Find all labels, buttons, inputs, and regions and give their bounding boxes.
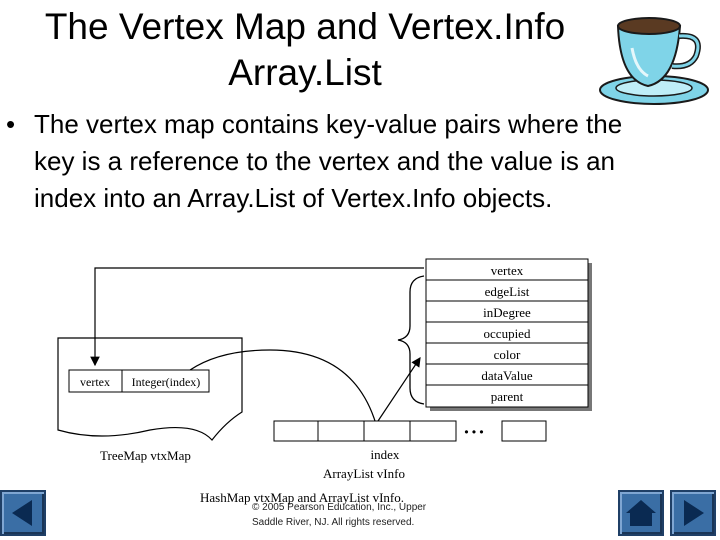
- bullet-text: The vertex map contains key‑value pairs where the key is a reference to the vertex and the value is an index into an Array.List of Vertex.Info objects.: [34, 109, 623, 213]
- vertexinfo-field-edgelist: edgeList: [484, 284, 530, 299]
- triangle-left-icon: [2, 492, 44, 534]
- bullet-symbol: •: [6, 109, 16, 139]
- treemap-value: Integer(index): [131, 375, 201, 389]
- vertexinfo-table: [426, 259, 588, 407]
- arraylist-ellipsis: • • •: [464, 425, 484, 439]
- home-icon: [620, 492, 662, 534]
- vertexinfo-field-indegree: inDegree: [483, 305, 531, 320]
- vertexinfo-field-parent: parent: [490, 389, 524, 404]
- figure-caption: HashMap vtxMap and ArrayList vInfo.: [200, 490, 404, 505]
- slide-title-line2: Array.List: [228, 52, 382, 93]
- vertexinfo-field-occupied: occupied: [483, 326, 531, 341]
- slide-title-line1: The Vertex Map and Vertex.Info: [44, 6, 566, 47]
- index-label: index: [370, 447, 400, 462]
- copyright-line1: © 2005 Pearson Education, Inc., Upper: [252, 502, 427, 513]
- previous-slide-button[interactable]: [0, 490, 46, 536]
- vertexinfo-field-vertex: vertex: [490, 263, 524, 278]
- home-button[interactable]: [618, 490, 664, 536]
- arraylist-cells: [274, 421, 546, 441]
- arraylist-label: ArrayList vInfo: [323, 466, 405, 481]
- vertexinfo-field-datavalue: dataValue: [481, 368, 533, 383]
- treemap-entry: [69, 370, 209, 392]
- copyright-line2: Saddle River, NJ. All rights reserved.: [252, 517, 415, 528]
- triangle-right-icon: [672, 492, 714, 534]
- next-slide-button[interactable]: [670, 490, 716, 536]
- treemap-label: TreeMap vtxMap: [100, 448, 191, 463]
- treemap-key: vertex: [80, 375, 110, 389]
- vertexinfo-field-color: color: [493, 347, 521, 362]
- copyright-notice: [252, 500, 452, 530]
